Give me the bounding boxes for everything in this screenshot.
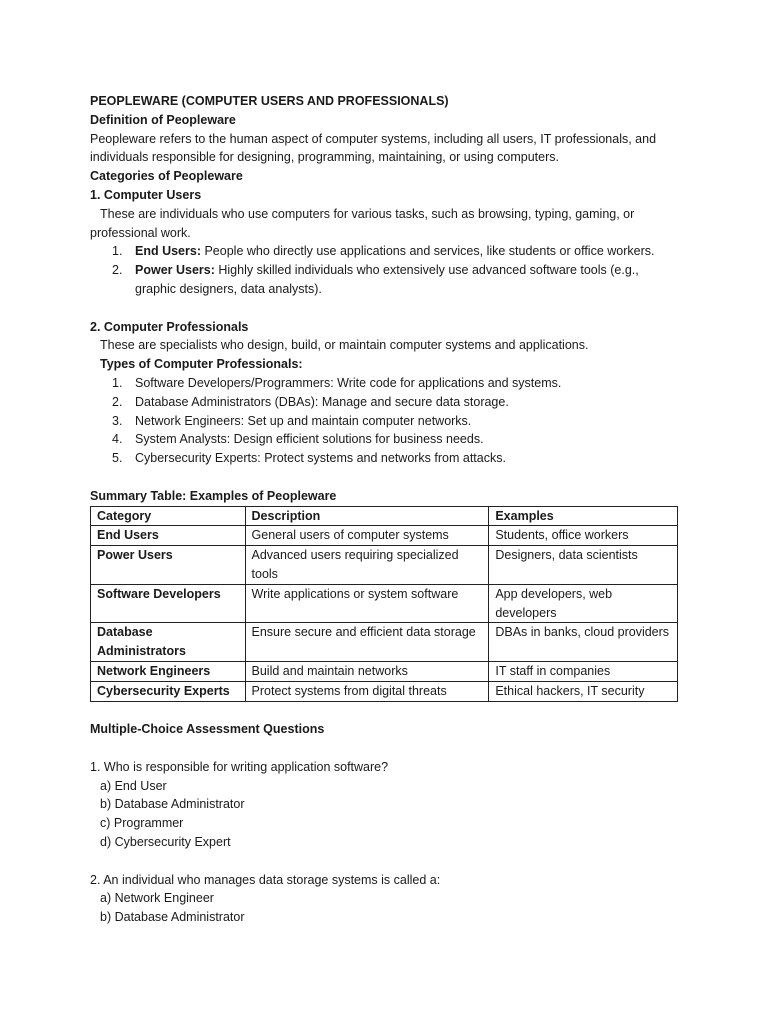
list-text: Highly skilled individuals who extensively use advanced software tools (e.g., graphic designers, data analysts). bbox=[135, 263, 639, 296]
table-header-cell: Category bbox=[91, 506, 246, 526]
mcq-heading: Multiple-Choice Assessment Questions bbox=[90, 722, 325, 737]
users-list bbox=[90, 242, 680, 298]
list-number: 1. bbox=[112, 375, 123, 390]
pros-intro: These are specialists who design, build, or maintain computer systems and applications. bbox=[100, 338, 589, 353]
table-cell: Ethical hackers, IT security bbox=[489, 681, 678, 701]
table-cell: Students, office workers bbox=[489, 526, 678, 546]
table-cell: DBAs in banks, cloud providers bbox=[489, 623, 678, 662]
answer-option: a) Network Engineer bbox=[100, 891, 214, 906]
summary-table bbox=[90, 506, 678, 702]
list-number: 1. bbox=[112, 244, 123, 259]
table-cell: Database Administrators bbox=[91, 623, 246, 662]
question-block bbox=[90, 758, 680, 852]
list-number: 4. bbox=[112, 432, 123, 447]
table-cell: Ensure secure and efficient data storage bbox=[245, 623, 489, 662]
table-title: Summary Table: Examples of Peopleware bbox=[90, 488, 337, 503]
table-row bbox=[91, 546, 678, 585]
question-text: 1. Who is responsible for writing application software? bbox=[90, 759, 389, 774]
table-row bbox=[91, 623, 678, 662]
question-text: 2. An individual who manages data storage systems is called a: bbox=[90, 872, 441, 887]
list-item bbox=[90, 374, 680, 393]
answer-option: a) End User bbox=[100, 778, 167, 793]
answer-option: b) Database Administrator bbox=[100, 797, 245, 812]
pros-types-heading: Types of Computer Professionals: bbox=[100, 357, 303, 372]
list-text: System Analysts: Design efficient solutions for business needs. bbox=[135, 432, 484, 447]
list-text: Database Administrators (DBAs): Manage and secure data storage. bbox=[135, 394, 509, 409]
list-text: Network Engineers: Set up and maintain computer networks. bbox=[135, 413, 472, 428]
table-cell: Cybersecurity Experts bbox=[91, 681, 246, 701]
table-header-cell: Description bbox=[245, 506, 489, 526]
list-item bbox=[90, 449, 680, 468]
table-cell: Software Developers bbox=[91, 584, 246, 623]
document-title: PEOPLEWARE (COMPUTER USERS AND PROFESSIONALS) bbox=[90, 94, 449, 108]
table-header-row bbox=[91, 506, 678, 526]
list-number: 5. bbox=[112, 451, 123, 466]
table-cell: App developers, web developers bbox=[489, 584, 678, 623]
table-cell: Designers, data scientists bbox=[489, 546, 678, 585]
list-number: 3. bbox=[112, 413, 123, 428]
table-row bbox=[91, 661, 678, 681]
table-row bbox=[91, 584, 678, 623]
table-cell: Network Engineers bbox=[91, 661, 246, 681]
categories-heading: Categories of Peopleware bbox=[90, 169, 243, 184]
table-cell: General users of computer systems bbox=[245, 526, 489, 546]
answer-option: c) Programmer bbox=[100, 816, 184, 831]
users-heading: 1. Computer Users bbox=[90, 187, 202, 202]
list-term: End Users: bbox=[135, 244, 201, 259]
list-item bbox=[90, 261, 680, 299]
pros-list bbox=[90, 374, 680, 468]
answer-option: b) Database Administrator bbox=[100, 910, 245, 925]
table-header-cell: Examples bbox=[489, 506, 678, 526]
definition-text: Peopleware refers to the human aspect of computer systems, including all users, IT professionals, and individuals responsible for designing, programming, maintaining, or using computers. bbox=[90, 131, 657, 165]
list-item bbox=[90, 430, 680, 449]
table-row bbox=[91, 681, 678, 701]
users-intro: These are individuals who use computers for various tasks, such as browsing, typing, gaming, or professional work. bbox=[90, 206, 635, 240]
list-number: 2. bbox=[112, 263, 123, 278]
list-item bbox=[90, 242, 680, 261]
table-cell: Build and maintain networks bbox=[245, 661, 489, 681]
list-term: Power Users: bbox=[135, 263, 215, 278]
list-item bbox=[90, 412, 680, 431]
question-block bbox=[90, 871, 680, 927]
table-cell: Write applications or system software bbox=[245, 584, 489, 623]
list-text: Cybersecurity Experts: Protect systems and networks from attacks. bbox=[135, 451, 506, 466]
list-text: People who directly use applications and services, like students or office workers. bbox=[201, 244, 655, 259]
table-cell: Protect systems from digital threats bbox=[245, 681, 489, 701]
answer-option: d) Cybersecurity Expert bbox=[100, 835, 231, 850]
table-row bbox=[91, 526, 678, 546]
table-cell: Power Users bbox=[91, 546, 246, 585]
document-page bbox=[90, 92, 680, 927]
definition-heading: Definition of Peopleware bbox=[90, 112, 236, 127]
table-cell: IT staff in companies bbox=[489, 661, 678, 681]
list-number: 2. bbox=[112, 394, 123, 409]
table-cell: End Users bbox=[91, 526, 246, 546]
list-item bbox=[90, 393, 680, 412]
table-cell: Advanced users requiring specialized tools bbox=[245, 546, 489, 585]
list-text: Software Developers/Programmers: Write code for applications and systems. bbox=[135, 375, 562, 390]
pros-heading: 2. Computer Professionals bbox=[90, 319, 249, 334]
